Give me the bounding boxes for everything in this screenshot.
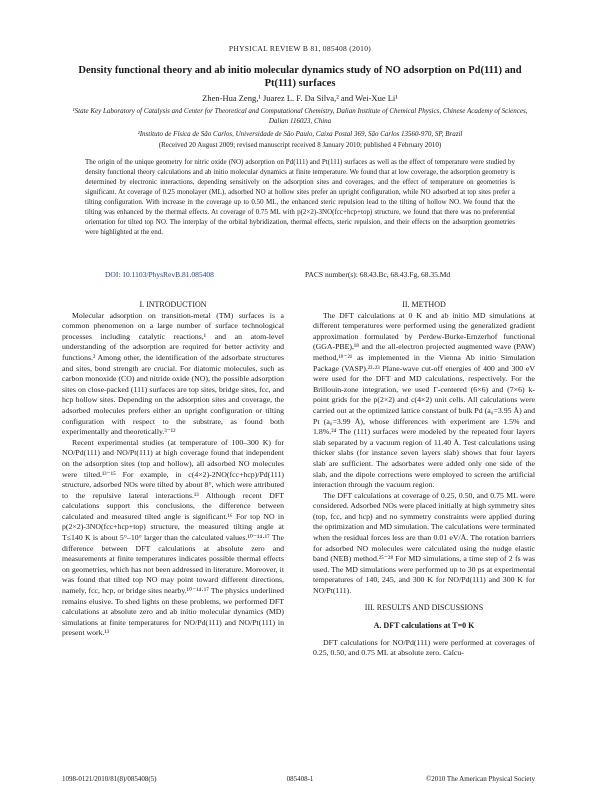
- method-paragraph-1: The DFT calculations at 0 K and ab initio MD simulations at different temperatures were performed using the generalized gradient approximation formulated by Perdew-Burke-Ernzerhof functional (GGA-PBE),¹⁸ and the all-electron projected augmented wave (PAW) method,¹⁹⁻²¹ as implemented in the Vienna Ab initio Simulation Package (VASP).²²·²³ Plane-wave cut-off energies of 400 and 300 eV were used for the DFT and MD calculations, respectively. For the Brillouin-zone integration, we used Γ-centered (6×6) and (7×6) k-point grids for the p(2×2) and c(4×2) unit cells. All calculations were carried out at the optimized lattice constant of bulk Pd (a₀=3.95 Å) and Pt (a₀=3.99 Å), whose differences with experiment are 1.5% and 1.8%.²⁴ The (111) surfaces were modeled by the repeated four layers slab separated by a vacuum region of 11.40 Å. Test calculations using thicker slabs (for instance seven layers slab) shows that four layers slab are sufficient. The adsorbates were added only one side of the slab, and the dipole corrections were employed to screen the artificial interaction through the vacuum region.: [313, 310, 535, 490]
- footer-copyright: ©2010 The American Physical Society: [425, 775, 535, 783]
- footer-issn: 1098-0121/2010/81(8)/085408(5): [62, 775, 157, 783]
- right-column: [313, 300, 535, 659]
- pacs-numbers: PACS number(s): 68.43.Bc, 68.43.Fg, 68.35.Md: [305, 270, 451, 279]
- affiliation-1: ¹State Key Laboratory of Catalysis and Center for Theoretical and Computational Chemistry, Dalian Institute of Chemical Physics, Chinese Academy of Sciences, Dalian 116023, China: [72, 107, 528, 125]
- abstract: The origin of the unique geometry for nitric oxide (NO) adsorption on Pd(111) and Pt(111) surfaces as well as the effect of temperature were studied by density functional theory calculations and ab initio molecular dynamics at finite temperature. We found that at low coverage, the adsorption geometry is determined by electronic interactions, depending sensitively on the adsorption sites and coverages, and the effect of temperature on geometries is significant. At coverage of 0.25 monolayer (ML), adsorbed NO at hollow sites prefer an upright configuration, while NO adsorbed at top sites prefer a tilting configuration. With increase in the coverage up to 0.50 ML, the enhanced steric repulsion lead to the tilting of hollow NO. We found that the tilting was enhanced by the thermal effects. At coverage of 0.75 ML with p(2×2)-3NO(fcc+hcp+top) structure, we found that there was no preferential orientation for tilted top NO. The interplay of the orbital hybridization, thermal effects, steric repulsion, and their effects on the adsorption geometries were highlighted at the end.: [85, 158, 515, 236]
- paper-title: Density functional theory and ab initio molecular dynamics study of NO adsorption on Pd(111) and Pt(111) surfaces: [78, 65, 522, 89]
- intro-paragraph-2: Recent experimental studies (at temperature of 100–300 K) for NO/Pd(111) and NO/Pt(111) at high coverage found that independent on the adsorption sites (top and hollow), all adsorbed NO molecules were tilted.¹³⁻¹⁵ For example, in c(4×2)-2NO(fcc+hcp)/Pd(111) structure, adsorbed NOs were tilted by about 8°, which were attributed to the repulsive lateral interactions.¹³ Although recent DFT calculations support this conclusions, the difference between calculated and measured tilted angle is significant.¹⁶ For top NO in p(2×2)-3NO(fcc+hcp+top) structure, the measured tilting angle at T≤140 K is about 5°–10° larger than the calculated values.¹⁰⁻¹⁴·¹⁷ The difference between DFT calculations at absolute zero and measurements at finite temperatures indicates possible thermal effects on geometries, which has not been addressed in literature. Moreover, it was found that tilted top NO may point toward different directions, namely, fcc, hcp, or bridge sites nearby.¹⁰⁻¹⁴·¹⁷ The physics underlined remains elusive. To shed lights on these problems, we performed DFT calculations at absolute zero and ab initio molecular dynamics (MD) simulations at finite temperatures for NO/Pd(111) and NO/Pt(111) in present work.¹³: [62, 437, 284, 638]
- received-dates: (Received 20 August 2009; revised manuscript received 8 January 2010; published 4 February 2010): [158, 141, 442, 149]
- intro-paragraph-1: Molecular adsorption on transition-metal (TM) surfaces is a common phenomenon on a large number of surface technological processes including catalytic reactions,¹ and an atom-level understanding of the adsorption are required for better activity and functions.² Among other, the identification of the adsorbate structures and sites, bond strength are crucial. For diatomic molecules, such as carbon monoxide (CO) and nitride oxide (NO), the possible adsorption sites on close-packed (111) surfaces are top sites, bridge sites, fcc, and hcp hollow sites. Depending on the adsorption sites and coverage, the adsorbed molecules prefers either an upright configuration or tilting configuration with respect to the substrate, as found both experimentally and theoretically.³⁻¹²: [62, 310, 284, 437]
- journal-header: PHYSICAL REVIEW B 81, 085408 (2010): [228, 44, 372, 53]
- subsection-heading-dft: A. DFT calculations at T=0 K: [373, 621, 475, 631]
- results-paragraph-1: DFT calculations for NO/Pd(111) were performed at coverages of 0.25, 0.50, and 0.75 ML at absolute zero. Calcu-: [313, 637, 535, 658]
- section-heading-introduction: I. INTRODUCTION: [139, 300, 207, 309]
- footer-page-number: 085408-1: [286, 775, 314, 783]
- section-heading-results: III. RESULTS AND DISCUSSIONS: [364, 602, 484, 612]
- doi-line: [105, 270, 214, 279]
- section-heading-method: II. METHOD: [402, 300, 446, 309]
- author-list: Zhen-Hua Zeng,¹ Juarez L. F. Da Silva,² and Wei-Xue Li¹: [202, 93, 398, 103]
- doi-link[interactable]: DOI: 10.1103/PhysRevB.81.085408: [105, 270, 214, 279]
- affiliation-2: ²Instituto de Física de São Carlos, Universidade de São Paulo, Caixa Postal 369, São Carlos 13560-970, SP, Brazil: [137, 130, 463, 138]
- left-column: [62, 300, 284, 639]
- method-paragraph-2: The DFT calculations at coverage of 0.25, 0.50, and 0.75 ML were considered. Adsorbed NOs were placed initially at high symmetry sites (top, fcc, and hcp) and no symmetry constraints were applied during the optimization and MD simulation. The calculations were terminated when the residual forces less are than 0.01 eV/Å. The rotation barriers for adsorbed NO molecules were calculated using the nudge elastic band (NEB) method.²⁵⁻²⁸ For MD simulations, a time step of 2 fs was used. The MD simulations were performed up to 30 ps at experimental temperatures of 140, 245, and 300 K for NO/Pd(111) and 300 K for NO/Pt(111).: [313, 490, 535, 596]
